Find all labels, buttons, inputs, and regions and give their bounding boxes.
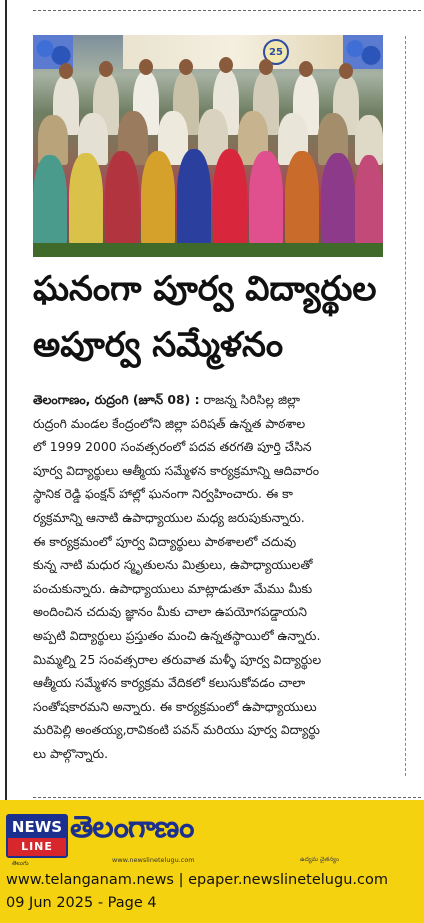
head — [259, 59, 273, 75]
dateline: తెలంగాణం, రుద్రంగి (జూన్ 08) : — [33, 392, 200, 407]
person — [141, 151, 175, 247]
person — [285, 151, 319, 247]
article-line: లు పాల్గొన్నారు. — [33, 745, 109, 761]
article-line: రుద్రంగి మండల కేంద్రంలోని జిల్లా పరిషత్ ఉన్నత పాఠశాల — [33, 415, 306, 431]
publication-footer — [0, 800, 424, 923]
article-line: మిమ్మల్ని 25 సంవత్సరాల తరువాత మళ్ళీ పూర్వ విద్యార్థుల — [33, 651, 322, 667]
article-line: ర్యక్రమాన్ని ఆనాటి ఉపాధ్యాయుల మధ్య జరుపుకున్నారు. — [33, 509, 305, 525]
article-line: మరిపెల్లి అంతయ్య,రావికంటి పవన్ మరియు పూర్వ విద్యార్థు — [33, 722, 320, 738]
top-dashed-divider — [33, 10, 421, 11]
article-line: ఆత్మీయ సమ్మేళన కార్యక్రమ వేదికలో కలుసుకోవడం చాలా — [33, 675, 306, 691]
person — [249, 151, 283, 247]
grass-ground — [33, 243, 383, 257]
article-line: అప్పటి విద్యార్థులు ప్రస్తుతం మంచి ఉన్నతస్థాయిలో ఉన్నారు. — [33, 627, 321, 643]
article-line: పంచుకున్నారు. ఉపాధ్యాయులు మాట్లాడుతూ మేము మీకు — [33, 580, 313, 596]
article-line: కున్న నాటి మధుర స్మృతులను మిత్రులు, ఉపాధ్యాయులతో — [33, 557, 313, 573]
article-line: సంతోషకారమని అన్నారు. ఈ కార్యక్రమంలో ఉపాధ్యాయులు — [33, 698, 317, 714]
right-dashed-divider — [405, 36, 406, 776]
article-line: పూర్వ విద్యార్థులు ఆత్మీయ సమ్మేళన కార్యక్రమాన్ని ఆదివారం — [33, 462, 320, 478]
head — [339, 63, 353, 79]
group-photo — [33, 35, 383, 257]
article-line: స్థానిక రెడ్డి ఫంక్షన్ హాల్లో ఘనంగా నిర్వహించారు. ఈ కా — [33, 486, 293, 502]
person — [177, 149, 211, 247]
head — [59, 63, 73, 79]
headline-line-2: అపూర్వ సమ్మేళనం — [33, 325, 284, 365]
person — [213, 149, 247, 247]
headline-line-1: ఘనంగా పూర్వ విద్యార్థుల — [33, 269, 377, 309]
head — [139, 59, 153, 75]
bottom-dashed-divider — [33, 797, 421, 798]
newsline-logo-top: NEWS — [8, 816, 66, 838]
brand-url[interactable]: www.newslinetelugu.com — [112, 856, 195, 864]
newsline-logo[interactable] — [6, 814, 68, 858]
brand-tagline: ఉద్యమ చైతన్యం — [300, 856, 340, 863]
head — [179, 59, 193, 75]
article-line — [33, 388, 403, 412]
article-line: ఈ కార్యక్రమంలో పూర్వ విద్యార్థులు పాఠశాలలో చదువు — [33, 533, 297, 549]
footer-links[interactable]: www.telanganam.news | epaper.newslinetelugu.com — [6, 872, 388, 888]
article-text: రాజన్న సిరిసిల్ల జిల్లా — [203, 392, 300, 407]
newsline-logo-bottom: LINE — [8, 838, 66, 856]
anniversary-badge: 25 — [263, 39, 289, 65]
newsline-logo-subtitle: తెలుగు — [12, 860, 29, 867]
left-border-rule — [5, 0, 7, 800]
person — [105, 151, 139, 247]
person — [321, 153, 355, 247]
article-line: అందించిన చదువు జ్ఞానం మీకు చాలా ఉపయోగపడ్డాయని — [33, 604, 307, 620]
article-line: లో 1999 2000 సంవత్సరంలో పదవ తరగతి పూర్తి చేసిన — [33, 439, 312, 455]
footer-date-page: 09 Jun 2025 - Page 4 — [6, 895, 157, 911]
telanganam-brand[interactable]: తెలంగాణం — [70, 810, 194, 845]
head — [99, 61, 113, 77]
head — [219, 57, 233, 73]
article-body — [33, 388, 403, 766]
person — [33, 155, 67, 247]
person — [355, 155, 383, 247]
person — [69, 153, 103, 247]
head — [299, 61, 313, 77]
